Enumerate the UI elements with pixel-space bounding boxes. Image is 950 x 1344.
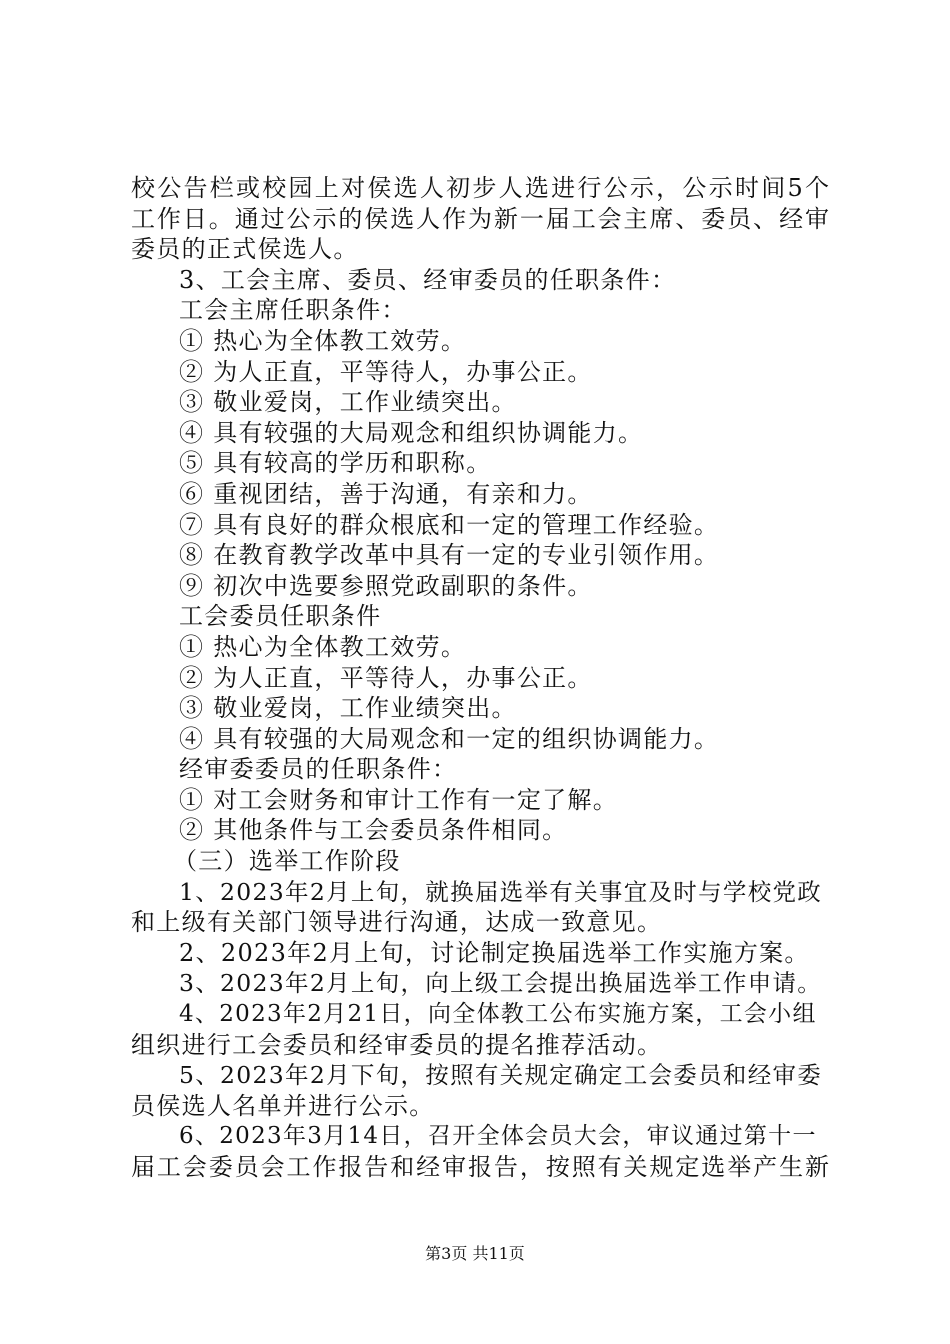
document-body (131, 173, 829, 1183)
paragraph-line: 5、2023年2月下旬，按照有关规定确定工会委员和经审委 (179, 1061, 823, 1090)
list-item: ③ 敬业爱岗，工作业绩突出。 (179, 388, 517, 417)
paragraph-line: 员侯选人名单并进行公示。 (131, 1091, 435, 1120)
list-item: ③ 敬业爱岗，工作业绩突出。 (179, 694, 517, 723)
list-item: ② 为人正直，平等待人，办事公正。 (179, 663, 593, 692)
list-item: ② 其他条件与工会委员条件相同。 (179, 816, 568, 845)
list-item: ④ 具有较强的大局观念和一定的组织协调能力。 (179, 724, 720, 753)
paragraph-line: 届工会委员会工作报告和经审报告，按照有关规定选举产生新 (131, 1153, 829, 1181)
paragraph-line: 组织进行工会委员和经审委员的提名推荐活动。 (131, 1030, 663, 1059)
paragraph-line: 和上级有关部门领导进行沟通，达成一致意见。 (131, 908, 663, 937)
paragraph-line: 3、2023年2月上旬，向上级工会提出换届选举工作申请。 (179, 969, 823, 998)
subsection-heading: 经审委委员的任职条件： (179, 755, 458, 784)
list-item: ⑨ 初次中选要参照党政副职的条件。 (179, 571, 593, 600)
section-heading: 3、工会主席、委员、经审委员的任职条件： (179, 265, 677, 294)
paragraph-line: 校公告栏或校园上对侯选人初步人选进行公示，公示时间5个 (131, 174, 829, 202)
paragraph-line: 6、2023年3月14日，召开全体会员大会，审议通过第十一 (179, 1123, 817, 1150)
list-item: ④ 具有较强的大局观念和组织协调能力。 (179, 418, 644, 447)
page-footer (0, 1244, 950, 1264)
list-item: ① 对工会财务和审计工作有一定了解。 (179, 785, 619, 814)
subsection-heading: 工会委员任职条件 (179, 602, 382, 631)
list-item: ② 为人正直，平等待人，办事公正。 (179, 357, 593, 386)
paragraph-line: 工作日。通过公示的侯选人作为新一届工会主席、委员、经审 (131, 204, 829, 233)
paragraph-line: 1、2023年2月上旬，就换届选举有关事宜及时与学校党政 (179, 877, 823, 906)
list-item: ⑥ 重视团结，善于沟通，有亲和力。 (179, 479, 593, 508)
paragraph-line: 4、2023年2月21日，向全体教工公布实施方案，工会小组 (179, 1001, 817, 1028)
paragraph-line: 委员的正式侯选人。 (131, 235, 359, 264)
list-item: ① 热心为全体教工效劳。 (179, 326, 467, 355)
page-number: 第3页 共11页 (425, 1244, 525, 1263)
subsection-heading: 工会主席任职条件： (179, 296, 407, 325)
paragraph-line: 2、2023年2月上旬，讨论制定换届选举工作实施方案。 (179, 938, 810, 967)
list-item: ⑤ 具有较高的学历和职称。 (179, 449, 492, 478)
list-item: ⑧ 在教育教学改革中具有一定的专业引领作用。 (179, 541, 720, 570)
list-item: ① 热心为全体教工效劳。 (179, 632, 467, 661)
list-item: ⑦ 具有良好的群众根底和一定的管理工作经验。 (179, 510, 720, 539)
section-heading: （三）选举工作阶段 (173, 847, 401, 876)
